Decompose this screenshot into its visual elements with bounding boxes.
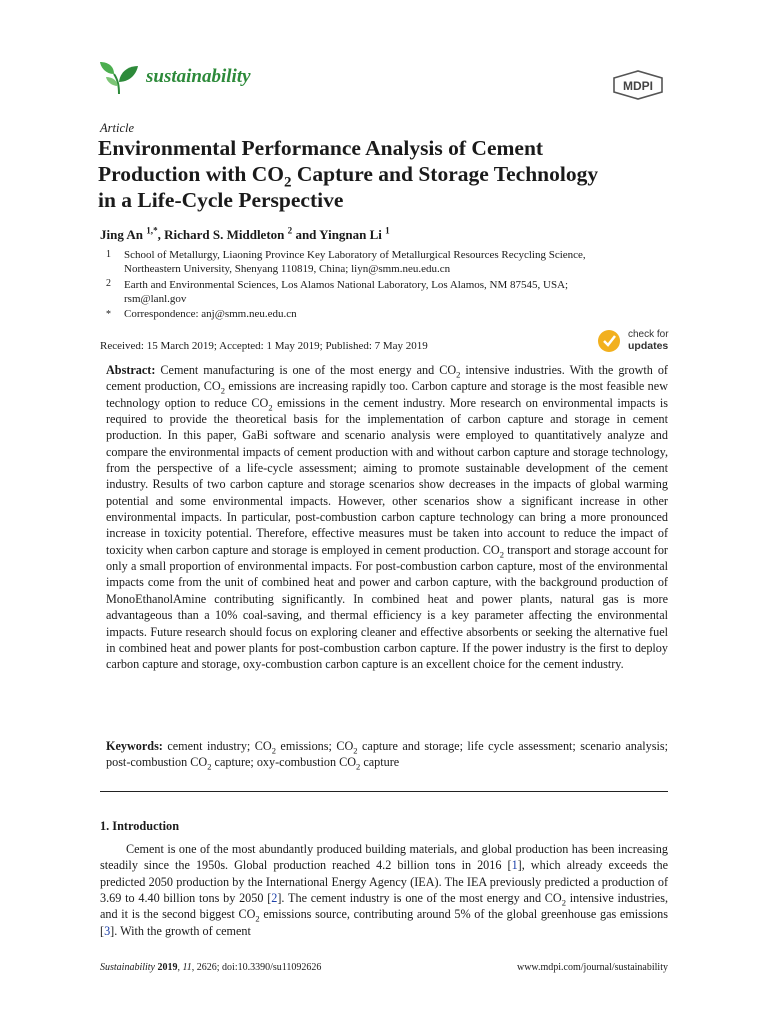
- affiliation-1: School of Metallurgy, Liaoning Province Key Laboratory of Metallurgical Resources Recycling Science, Northeastern University, Shenyang 110819, China; liyn@smm.neu.edu.cn: [124, 249, 586, 275]
- introduction-paragraph: Cement is one of the most abundantly produced building materials, and global production has been increasing steadily since the 1950s. Global production reached 4.2 billion tons in 2016 [1], which already exceeds the predicted 2050 production by the International Energy Agency (IEA). The IEA previously predicted a production of 3.69 to 4.40 billion tons by 2050 [2]. The cement industry is one of the most energy and $CO_2$ intensive industries, and it is the second biggest $CO_2$ emissions source, contributing around 5% of the global greenhouse gas emissions [3]. With the growth of cement: [100, 842, 668, 938]
- affiliation-mark: 1: [106, 249, 111, 260]
- article-title: [98, 135, 678, 213]
- journal-leaf-logo-icon: [98, 60, 140, 96]
- author-name: Jing An: [100, 227, 143, 242]
- publisher-name: MDPI: [623, 79, 653, 93]
- affiliation-mark: 2: [106, 278, 111, 289]
- footer-citation: Sustainability 2019, 11, 2626; doi:10.3390/su11092626: [100, 962, 322, 973]
- author-name: Yingnan Li: [319, 227, 382, 242]
- correspondence: Correspondence: anj@smm.neu.edu.cn: [124, 308, 297, 320]
- mdpi-logo-icon: [610, 70, 666, 100]
- citation-link[interactable]: 3: [104, 923, 111, 938]
- affiliation-mark: *: [106, 309, 111, 320]
- author-list: Jing An $^{1,*}$, Richard S. Middleton $^2$ and Yingnan Li $^1$: [100, 225, 390, 242]
- title-line-2: Production with $CO_2$ Capture and Storage Technology: [98, 162, 599, 191]
- section-heading: 1. Introduction: [100, 819, 180, 833]
- citation-link[interactable]: 2: [271, 891, 278, 906]
- citation-link[interactable]: 1: [511, 858, 518, 873]
- check-updates-line1[interactable]: check for: [628, 329, 669, 340]
- title-line-3: in a Life-Cycle Perspective: [98, 188, 344, 212]
- publication-dates: Received: 15 March 2019; Accepted: 1 May 2019; Published: 7 May 2019: [100, 340, 428, 352]
- keywords-label: Keywords:: [106, 739, 163, 753]
- section-divider: [100, 791, 668, 792]
- author-name: Richard S. Middleton: [164, 227, 285, 242]
- title-line-1: Environmental Performance Analysis of Cement: [98, 136, 544, 160]
- check-for-updates-icon[interactable]: [596, 326, 626, 356]
- footer-url[interactable]: www.mdpi.com/journal/sustainability: [516, 962, 668, 973]
- keywords: Keywords: cement industry; $CO_2$ emissions; $CO_2$ capture and storage; life cycle assessment; scenario analysis; post-combustion $CO_2$ capture; oxy-combustion $CO_2$ capture: [106, 739, 668, 772]
- article-type: Article: [100, 121, 135, 135]
- affiliation-2: Earth and Environmental Sciences, Los Alamos National Laboratory, Los Alamos, NM 87545, USA; rsm@lanl.gov: [124, 279, 569, 305]
- abstract: Abstract: Cement manufacturing is one of the most energy and $CO_2$ intensive industries. With the growth of cement production, $CO_2$ emissions are increasing rapidly too. Carbon capture and storage is the most feasible new technology option to reduce $CO_2$ emissions in the cement industry. More research on environmental impacts is required to provide the theoretical basis for the implementation of carbon capture and storage in cement production. In this paper, GaBi software and scenario analysis were employed to quantitatively analyze and compare the environmental impacts of cement production with and without carbon capture and storage technology, from the perspective of a life-cycle assessment; aiming to promote sustainable development of the cement industry. Results of two carbon capture and storage scenarios show decreases in the impacts of global warming potential and some environmental impacts. However, other scenarios show a significant increase in other environmental impacts. In particular, post-combustion carbon capture technology can bring a more pronounced increase in toxicity potential. Therefore, effective measures must be taken into account to reduce the impact of toxicity when carbon capture and storage is employed in cement production. $CO_2$ transport and storage account for only a small proportion of environmental impacts. For post-combustion carbon capture, most of the environmental impacts come from the unit of combined heat and power and carbon capture, with the background production of MonoEthanolAmine contributing significantly. In combined heat and power plants, natural gas is more advantageous than a 10% coal-saving, and thermal efficiency is a key parameter affecting the environmental impacts. Future research should focus on exploring cleaner and effective absorbents or seeking the alternative fuel in combined heat and power plants for post-combustion carbon capture. If the power industry is the first to deploy carbon capture and storage, oxy-combustion carbon capture is an excellent choice for the cement industry.: [106, 363, 668, 672]
- abstract-label: Abstract:: [106, 363, 156, 377]
- check-updates-line2[interactable]: updates: [628, 340, 669, 352]
- journal-name: sustainability: [146, 66, 251, 87]
